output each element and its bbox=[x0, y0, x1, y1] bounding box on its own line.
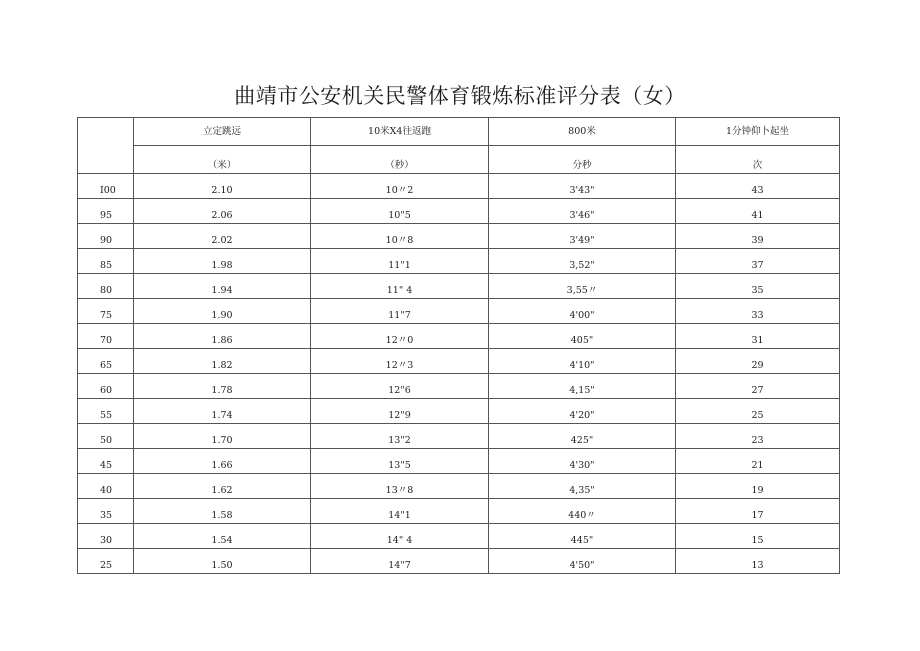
table-row bbox=[78, 474, 840, 499]
header-row bbox=[78, 118, 840, 146]
situps-cell: 43 bbox=[676, 174, 840, 199]
run-800m-cell: 3,52" bbox=[489, 249, 676, 274]
score-cell: 85 bbox=[78, 249, 134, 274]
situps-cell: 17 bbox=[676, 499, 840, 524]
shuttle-run-cell: 14" 4 bbox=[311, 524, 489, 549]
table-row bbox=[78, 549, 840, 574]
shuttle-run-cell: 11" 4 bbox=[311, 274, 489, 299]
score-cell: 30 bbox=[78, 524, 134, 549]
column-header-situps: 1分钟仰卜起坐 bbox=[676, 118, 840, 146]
page-title: 曲靖市公安机关民警体育锻炼标准评分表（女） bbox=[234, 84, 686, 108]
run-800m-cell: 4'50" bbox=[489, 549, 676, 574]
table-row bbox=[78, 499, 840, 524]
standing-jump-cell: 1.50 bbox=[134, 549, 311, 574]
situps-cell: 31 bbox=[676, 324, 840, 349]
standing-jump-cell: 1.78 bbox=[134, 374, 311, 399]
score-cell: 55 bbox=[78, 399, 134, 424]
situps-cell: 21 bbox=[676, 449, 840, 474]
table-row bbox=[78, 349, 840, 374]
table-row bbox=[78, 374, 840, 399]
table-row bbox=[78, 324, 840, 349]
table-row bbox=[78, 249, 840, 274]
unit-800m: 分秒 bbox=[489, 146, 676, 174]
run-800m-cell: 3'46" bbox=[489, 199, 676, 224]
column-header-shuttle-run: 10米X4往返跑 bbox=[311, 118, 489, 146]
shuttle-run-cell: 11"7 bbox=[311, 299, 489, 324]
standing-jump-cell: 2.06 bbox=[134, 199, 311, 224]
situps-cell: 15 bbox=[676, 524, 840, 549]
column-header-800m: 800米 bbox=[489, 118, 676, 146]
standing-jump-cell: 2.02 bbox=[134, 224, 311, 249]
situps-cell: 41 bbox=[676, 199, 840, 224]
standing-jump-cell: 1.70 bbox=[134, 424, 311, 449]
table-row bbox=[78, 299, 840, 324]
score-cell: 45 bbox=[78, 449, 134, 474]
score-cell: 40 bbox=[78, 474, 134, 499]
run-800m-cell: 4,15" bbox=[489, 374, 676, 399]
standing-jump-cell: 1.90 bbox=[134, 299, 311, 324]
standing-jump-cell: 1.62 bbox=[134, 474, 311, 499]
shuttle-run-cell: 10"5 bbox=[311, 199, 489, 224]
shuttle-run-cell: 13"5 bbox=[311, 449, 489, 474]
score-cell: 95 bbox=[78, 199, 134, 224]
unit-shuttle-run: （秒） bbox=[311, 146, 489, 174]
score-cell: 35 bbox=[78, 499, 134, 524]
shuttle-run-cell: 12"6 bbox=[311, 374, 489, 399]
run-800m-cell: 405" bbox=[489, 324, 676, 349]
score-cell: 80 bbox=[78, 274, 134, 299]
table-row bbox=[78, 449, 840, 474]
standing-jump-cell: 1.86 bbox=[134, 324, 311, 349]
shuttle-run-cell: 14"7 bbox=[311, 549, 489, 574]
standing-jump-cell: 1.94 bbox=[134, 274, 311, 299]
run-800m-cell: 3'43" bbox=[489, 174, 676, 199]
situps-cell: 29 bbox=[676, 349, 840, 374]
shuttle-run-cell: 13"2 bbox=[311, 424, 489, 449]
table-row bbox=[78, 224, 840, 249]
standing-jump-cell: 1.82 bbox=[134, 349, 311, 374]
standing-jump-cell: 1.54 bbox=[134, 524, 311, 549]
shuttle-run-cell: 14"1 bbox=[311, 499, 489, 524]
run-800m-cell: 4'30" bbox=[489, 449, 676, 474]
score-cell: 60 bbox=[78, 374, 134, 399]
table-row bbox=[78, 174, 840, 199]
run-800m-cell: 3'49" bbox=[489, 224, 676, 249]
shuttle-run-cell: 11"1 bbox=[311, 249, 489, 274]
shuttle-run-cell: 10〃2 bbox=[311, 174, 489, 199]
run-800m-cell: 4,35" bbox=[489, 474, 676, 499]
situps-cell: 33 bbox=[676, 299, 840, 324]
run-800m-cell: 440〃 bbox=[489, 499, 676, 524]
situps-cell: 23 bbox=[676, 424, 840, 449]
score-cell: 70 bbox=[78, 324, 134, 349]
unit-row bbox=[78, 146, 840, 174]
score-cell: 75 bbox=[78, 299, 134, 324]
situps-cell: 25 bbox=[676, 399, 840, 424]
shuttle-run-cell: 12〃0 bbox=[311, 324, 489, 349]
run-800m-cell: 4'20" bbox=[489, 399, 676, 424]
table-row bbox=[78, 199, 840, 224]
table-row bbox=[78, 424, 840, 449]
table-row bbox=[78, 274, 840, 299]
shuttle-run-cell: 12"9 bbox=[311, 399, 489, 424]
standing-jump-cell: 1.98 bbox=[134, 249, 311, 274]
run-800m-cell: 3,55〃 bbox=[489, 274, 676, 299]
run-800m-cell: 445" bbox=[489, 524, 676, 549]
situps-cell: 37 bbox=[676, 249, 840, 274]
score-cell: 90 bbox=[78, 224, 134, 249]
situps-cell: 39 bbox=[676, 224, 840, 249]
shuttle-run-cell: 13〃8 bbox=[311, 474, 489, 499]
unit-standing-jump: （米） bbox=[134, 146, 311, 174]
situps-cell: 19 bbox=[676, 474, 840, 499]
score-cell: 25 bbox=[78, 549, 134, 574]
shuttle-run-cell: 10〃8 bbox=[311, 224, 489, 249]
table-row bbox=[78, 399, 840, 424]
standing-jump-cell: 1.74 bbox=[134, 399, 311, 424]
standing-jump-cell: 1.58 bbox=[134, 499, 311, 524]
column-header-standing-jump: 立定跳远 bbox=[134, 118, 311, 146]
situps-cell: 13 bbox=[676, 549, 840, 574]
score-cell: 50 bbox=[78, 424, 134, 449]
unit-situps: 次 bbox=[676, 146, 840, 174]
scoring-table bbox=[77, 117, 840, 574]
shuttle-run-cell: 12〃3 bbox=[311, 349, 489, 374]
run-800m-cell: 4'00" bbox=[489, 299, 676, 324]
situps-cell: 35 bbox=[676, 274, 840, 299]
situps-cell: 27 bbox=[676, 374, 840, 399]
standing-jump-cell: 2.10 bbox=[134, 174, 311, 199]
table-row bbox=[78, 524, 840, 549]
standing-jump-cell: 1.66 bbox=[134, 449, 311, 474]
corner-cell bbox=[78, 118, 134, 174]
score-cell: 65 bbox=[78, 349, 134, 374]
score-cell: I00 bbox=[78, 174, 134, 199]
run-800m-cell: 425" bbox=[489, 424, 676, 449]
run-800m-cell: 4'10" bbox=[489, 349, 676, 374]
